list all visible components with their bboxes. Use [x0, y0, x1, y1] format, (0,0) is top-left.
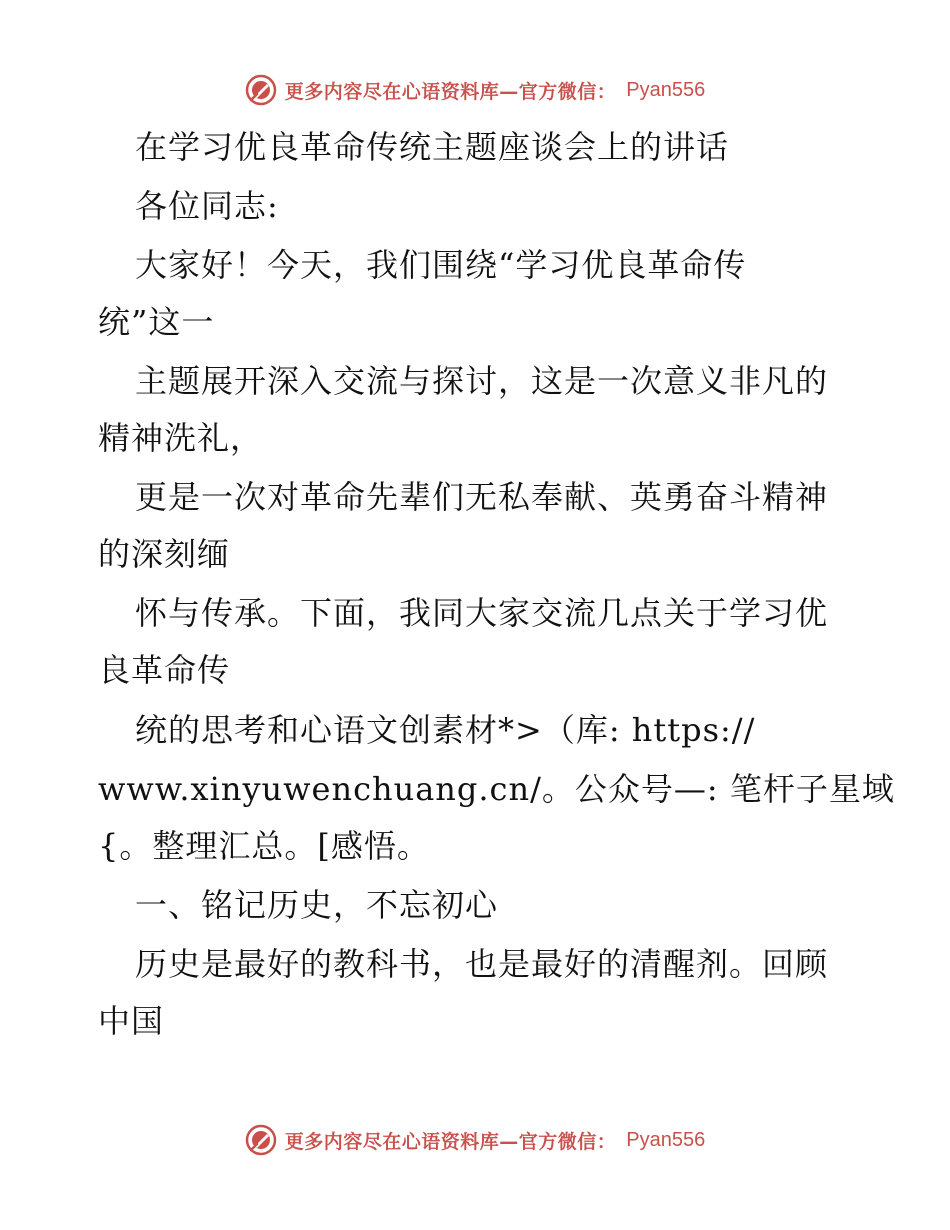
paragraph-line: 中国: [98, 1002, 165, 1040]
paragraph-line: 良革命传: [98, 651, 231, 689]
paragraph-line: www.xinyuwenchuang.cn/。公众号—: 笔杆子星域: [98, 770, 895, 808]
paragraph-line: {。整理汇总。[感悟。: [98, 827, 430, 865]
paragraph-line: 怀与传承。下面，我同大家交流几点关于学习优: [135, 594, 829, 632]
footer-watermark-banner: [0, 1122, 950, 1158]
watermark-text: 更多内容尽在心语资料库—官方微信：: [284, 1130, 617, 1153]
salutation: 各位同志:: [135, 187, 279, 225]
paragraph-line: 精神洗礼，: [98, 419, 264, 457]
quill-pen-seal-icon: [245, 1124, 277, 1156]
paragraph-line: 主题展开深入交流与探讨，这是一次意义非凡的: [135, 362, 829, 400]
watermark-wechat-id: Pyan556: [626, 1128, 706, 1151]
paragraph-line: 的深刻缅: [98, 535, 231, 573]
paragraph-line: 统的思考和心语文创素材*>（库: https://: [135, 711, 756, 749]
paragraph-line: 历史是最好的教科书，也是最好的清醒剂。回顾: [135, 945, 829, 983]
paragraph-line: 大家好！今天，我们围绕“学习优良革命传: [135, 246, 747, 284]
section-heading: 一、铭记历史，不忘初心: [135, 886, 499, 924]
watermark-text: 更多内容尽在心语资料库—官方微信：: [284, 80, 617, 103]
paragraph-line: 统”这一: [98, 303, 215, 341]
watermark-wechat-id: Pyan556: [626, 78, 706, 101]
document-title: 在学习优良革命传统主题座谈会上的讲话: [135, 128, 730, 166]
paragraph-line: 更是一次对革命先辈们无私奉献、英勇奋斗精神: [135, 478, 829, 516]
